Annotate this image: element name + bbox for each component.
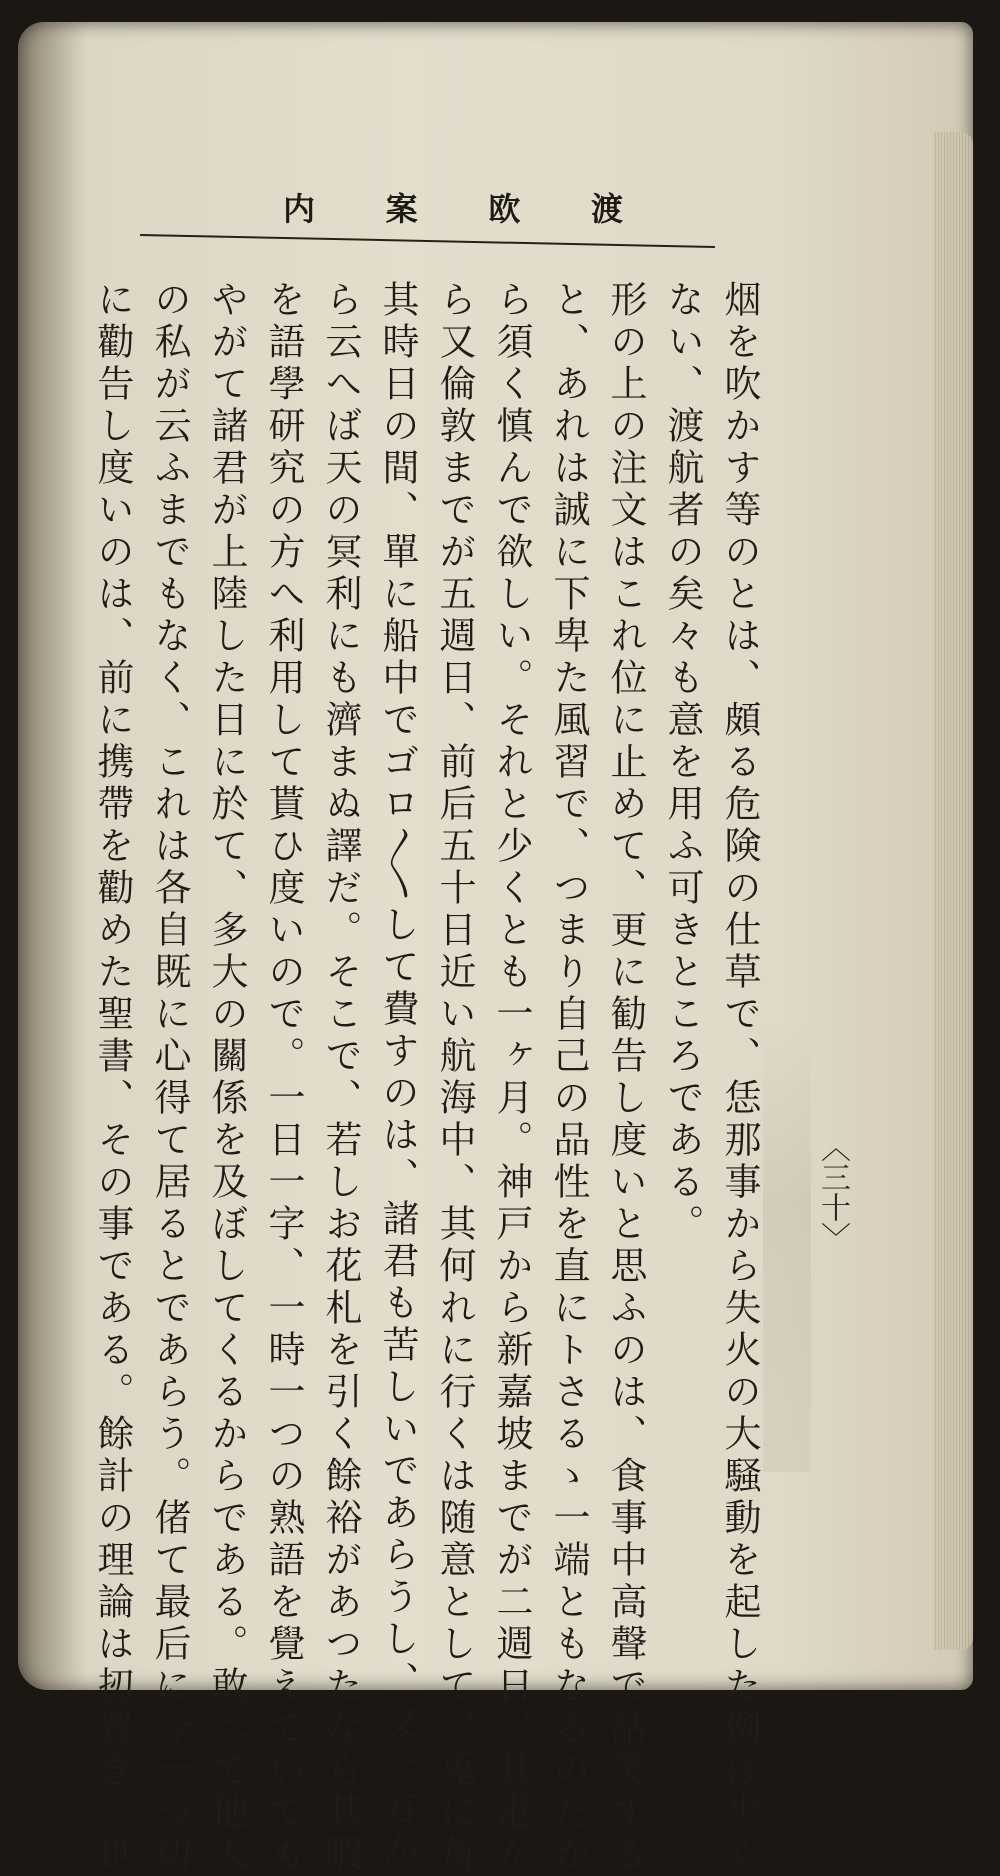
text-column-1: 烟を吹かす等のとは、頗る危険の仕草で、恁那事から失火の大騒動を起した例は少く [718,280,761,1876]
text-column-7: 其時日の間、單に船中でゴロ〳〵して費すのは、諸君も苦しいであらうし、又一方か [376,280,419,1871]
spine-shadow [18,22,88,1690]
header-char-4: 渡 [590,190,623,228]
body-text [86,280,786,1876]
header-char-1: 内 [283,190,316,228]
text-column-6: ら又倫敦までが五週日、前后五十日近い航海中、其何れに行くは随意として、兎に角 [433,280,476,1876]
text-column-3: 形の上の注文はこれ位に止めて、更に勧告し度いと思ふのは、食事中高聲で話笑する [604,280,647,1876]
text-column-5: ら須く慎んで欲しい。それと少くとも一ヶ月。神戸から新嘉坡までが二週日、其港か [490,280,533,1876]
header-char-2: 案 [385,190,418,228]
text-column-12: に勸告し度いのは、前に携帶を勸めた聖書、その事である。餘計の理論は扨置き、世 [91,280,134,1876]
text-column-8: ら云へば天の冥利にも濟まぬ譯だ。そこで、若しお花札を引く餘裕があつたなら其暇 [319,280,362,1876]
text-column-10: やがて諸君が上陸した日に於て、多大の關係を及ぼしてくるからである。敢へて他人 [205,280,248,1876]
text-column-9: を語學研究の方へ利用して貰ひ度いので。一日一字、一時一つの熟語を覺えていても [262,280,305,1876]
text-column-11: の私が云ふまでもなく、これは各自既に心得て居るとであらう。偖て最后に今一つ切 [148,280,191,1876]
header-char-3: 欧 [488,190,521,228]
header-rule [140,234,715,248]
page-edges [933,132,973,1650]
running-header [283,182,623,232]
book-page [18,22,973,1876]
text-column-2: ない、渡航者の矣々も意を用ふ可きところである。 [661,280,704,1246]
page-number: 〈三十〉 [815,1132,850,1252]
text-column-4: と、あれは誠に下卑た風習で、つまり自己の品性を直にトさるゝ一端ともなるのだか [547,280,590,1876]
